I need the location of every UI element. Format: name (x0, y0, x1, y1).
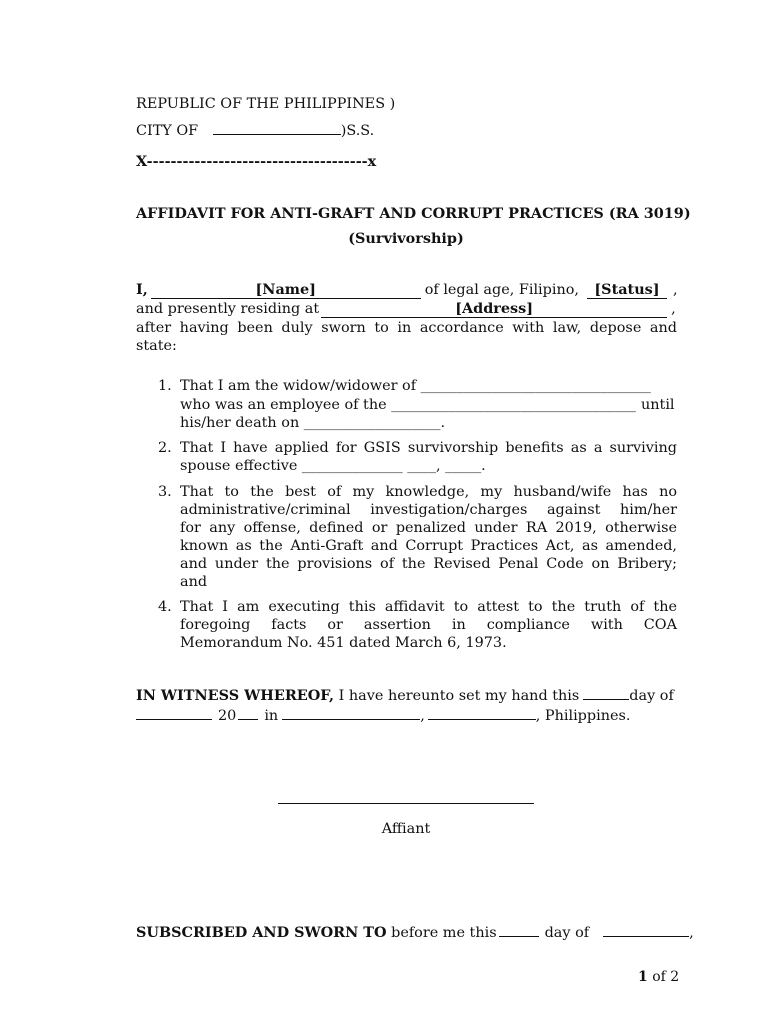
subscribed-line (136, 922, 694, 942)
intro-i: I, (136, 281, 148, 298)
page-number (638, 968, 679, 986)
witness-text: I have hereunto set my hand this (338, 688, 580, 704)
page-of: of 2 (652, 969, 680, 985)
legal-age-text: of legal age, Filipino, (424, 282, 579, 298)
address-field (321, 300, 667, 318)
item-1-line-3: his/her death on ___________________. (180, 415, 446, 431)
witness-in: in (264, 708, 279, 724)
document-subtitle: (Survivorship) (348, 230, 464, 247)
city-of-label: CITY OF (136, 123, 199, 139)
subscribed-bold: SUBSCRIBED AND SWORN TO (136, 924, 387, 941)
intro-line-4: state: (136, 338, 177, 354)
item-3-line-3: for any offense, defined or penalized under RA 2019, otherwise (180, 520, 677, 536)
affiant-signature-line (278, 803, 534, 804)
item-3-line-2: administrative/criminal investigation/charges against him/her (180, 502, 677, 518)
witness-day-blank (583, 685, 629, 700)
intro-line-2 (136, 300, 676, 318)
witness-month-blank (136, 705, 212, 720)
item-3-line-4: known as the Anti-Graft and Corrupt Practices Act, as amended, (180, 538, 677, 554)
page-current: 1 (638, 969, 648, 985)
intro-comma-1: , (672, 282, 678, 298)
item-1-number: 1. (158, 378, 172, 394)
separator-line: X-------------------------------------x (136, 153, 377, 170)
witness-year-blank (238, 705, 258, 720)
intro-line-3: after having been duly sworn to in accordance with law, depose and (136, 320, 677, 336)
intro-comma-2: , (671, 301, 676, 317)
affiant-label: Affiant (381, 821, 431, 837)
witness-twenty: 20 (218, 708, 237, 724)
address-field-text: [Address] (455, 300, 534, 317)
residing-text: and presently residing at (136, 301, 320, 317)
item-2-line-1: That I have applied for GSIS survivorship benefits as a surviving (180, 440, 677, 456)
witness-day-of: day of (629, 688, 674, 704)
city-blank (213, 120, 341, 135)
item-3-number: 3. (158, 484, 172, 500)
document-title: AFFIDAVIT FOR ANTI-GRAFT AND CORRUPT PRACTICES (RA 3019) (136, 205, 691, 222)
item-2-line-2: spouse effective ______________ ____, _____. (180, 458, 486, 474)
item-4-line-3: Memorandum No. 451 dated March 6, 1973. (180, 635, 507, 651)
witness-province-blank (428, 705, 536, 720)
ss-label: )S.S. (340, 123, 375, 139)
republic-line: REPUBLIC OF THE PHILIPPINES ) (136, 96, 396, 112)
intro-line-1 (136, 281, 678, 299)
witness-line-2 (136, 705, 630, 725)
subscribed-month-blank (603, 922, 689, 937)
item-3-line-5: and under the provisions of the Revised Penal Code on Bribery; (180, 556, 677, 572)
status-field-text: [Status] (594, 281, 660, 298)
status-field (587, 281, 667, 299)
witness-comma: , (420, 708, 425, 724)
item-3-line-6: and (180, 574, 208, 590)
subscribed-comma: , (689, 925, 694, 941)
item-4-line-1: That I am executing this affidavit to attest to the truth of the (180, 599, 677, 615)
subscribed-day-of: day of (544, 925, 590, 941)
item-1-line-2: who was an employee of the __________________________________ (180, 397, 636, 413)
item-2-number: 2. (158, 440, 172, 456)
subscribed-text: before me this (391, 925, 497, 941)
city-line (136, 120, 374, 140)
item-1-until: until (641, 397, 675, 413)
item-4-line-2: foregoing facts or assertion in compliance with COA (180, 617, 677, 633)
witness-place-blank (282, 705, 420, 720)
item-4-number: 4. (158, 599, 172, 615)
item-1-line-1: That I am the widow/widower of ________________________________ (180, 378, 651, 394)
witness-bold: IN WITNESS WHEREOF, (136, 687, 335, 704)
item-3-line-1: That to the best of my knowledge, my husband/wife has no (180, 484, 677, 500)
witness-philippines: , Philippines. (535, 708, 631, 724)
name-field (151, 281, 421, 299)
name-field-text: [Name] (255, 281, 316, 298)
subscribed-day-blank (499, 922, 539, 937)
witness-line-1 (136, 685, 674, 705)
